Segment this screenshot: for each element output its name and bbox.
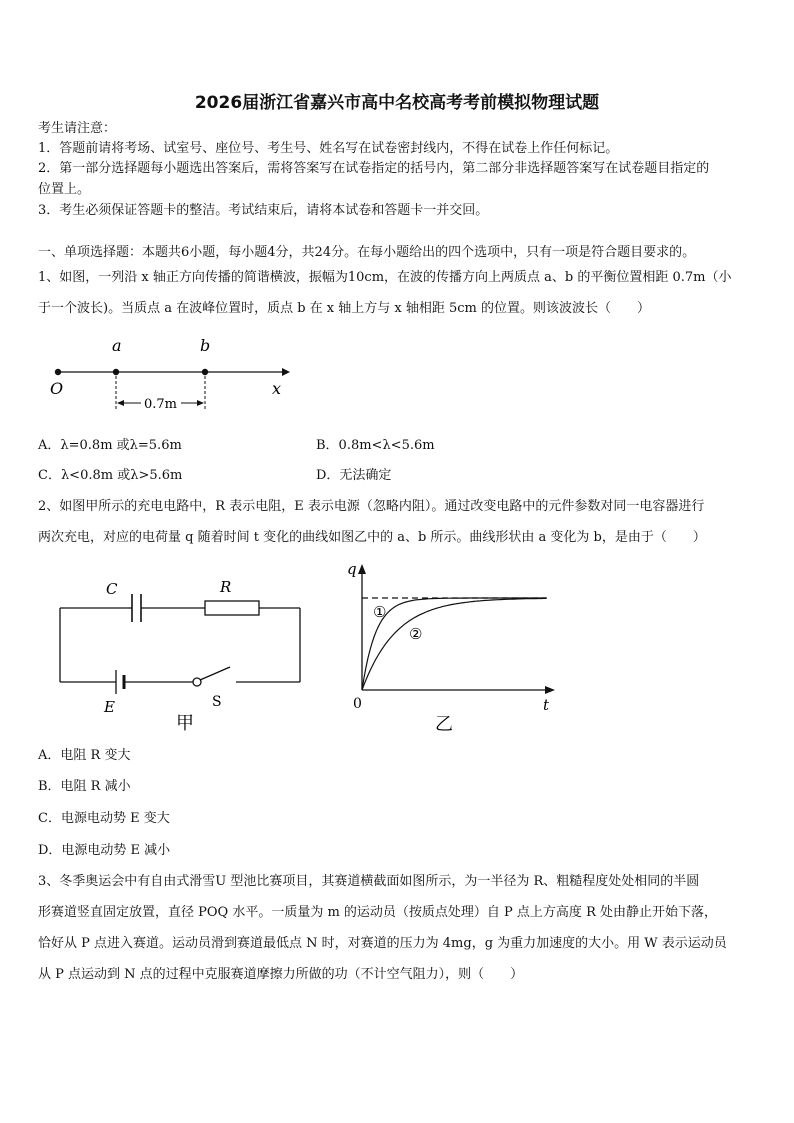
q1-option-b: B．0.8m<λ<5.6m: [316, 438, 435, 453]
t-axis-arrow: [545, 686, 555, 694]
switch-pivot: [193, 678, 201, 686]
t-axis-label: t: [543, 696, 550, 714]
q2-option-c: C．电源电动势 E 变大: [38, 811, 170, 826]
section-heading: 一、单项选择题：本题共6小题，每小题4分，共24分。在每小题给出的四个选项中，只有一项是符合题目要求的。: [38, 245, 696, 260]
origin-zero-label: 0: [353, 696, 362, 712]
q-axis-arrow: [358, 564, 366, 574]
point-a-label: a: [112, 336, 122, 355]
q1-option-a: A．λ=0.8m 或λ=5.6m: [38, 438, 182, 453]
notice-item-1: 1．答题前请将考场、试室号、座位号、考生号、姓名写在试卷密封线内，不得在试卷上作任何标记。: [38, 141, 619, 156]
point-b: [202, 369, 208, 375]
figure-caption-yi: 乙: [435, 714, 453, 735]
q-axis-label: q: [347, 560, 357, 578]
q1-stem-line2: 于一个波长)。当质点 a 在波峰位置时，质点 b 在 x 轴上方与 x 轴相距 5cm 的位置。则该波波长（ ）: [38, 301, 651, 316]
capacitor-label: C: [106, 580, 118, 598]
q3-stem-line1: 3、冬季奥运会中有自由式滑雪U 型池比赛项目，其赛道横截面如图所示，为一半径为 R、粗糙程度处处相同的半圆: [38, 874, 700, 889]
x-axis-arrow: [282, 368, 290, 376]
dimension-arrow-right: [197, 400, 204, 406]
q1-option-c: C．λ<0.8m 或λ>5.6m: [38, 468, 183, 483]
curve-2-label: ②: [409, 625, 423, 643]
notice-item-2-cont: 位置上。: [38, 182, 91, 197]
dimension-arrow-left: [117, 400, 124, 406]
notice-item-2: 2．第一部分选择题每小题选出答案后，需将答案写在试卷指定的括号内，第二部分非选择题答案写在试卷题目指定的: [38, 161, 710, 176]
q1-option-d: D．无法确定: [316, 468, 392, 483]
curve-2: [362, 598, 546, 690]
q1-wave-axis-figure: [38, 332, 298, 422]
switch-blade: [200, 667, 230, 680]
figure-caption-jia: 甲: [176, 713, 194, 732]
origin-point: [55, 369, 61, 375]
q3-stem-line2: 形赛道竖直固定放置，直径 POQ 水平。一质量为 m 的运动员（按质点处理）自 P 点上方高度 R 处由静止开始下落，: [38, 905, 717, 920]
q2-stem-line2: 两次充电，对应的电荷量 q 随着时间 t 变化的曲线如图乙中的 a、b 所示。曲线形状由 a 变化为 b，是由于（ ）: [38, 530, 706, 545]
point-a: [113, 369, 119, 375]
resistor-label: R: [220, 578, 232, 596]
curve-1: [362, 598, 546, 690]
x-axis-label: x: [272, 379, 282, 398]
page-title: 2026届浙江省嘉兴市高中名校高考考前模拟物理试题: [194, 93, 600, 113]
q3-stem-line3: 恰好从 P 点进入赛道。运动员滑到赛道最低点 N 时，对赛道的压力为 4mg，g 为重力加速度的大小。用 W 表示运动员: [38, 936, 727, 951]
distance-label: 0.7m: [144, 397, 178, 412]
q3-stem-line4: 从 P 点运动到 N 点的过程中克服赛道摩擦力所做的功（不计空气阻力），则（ ）: [38, 967, 524, 982]
notice-heading: 考生请注意：: [38, 121, 117, 136]
switch-label: S: [212, 694, 222, 710]
notice-item-3: 3．考生必须保证答题卡的整洁。考试结束后，请将本试卷和答题卡一并交回。: [38, 203, 489, 218]
q2-option-a: A．电阻 R 变大: [38, 748, 131, 763]
q2-circuit-diagram: [50, 572, 312, 732]
q2-option-b: B．电阻 R 减小: [38, 779, 131, 794]
q2-option-d: D．电源电动势 E 减小: [38, 843, 171, 858]
curve-1-label: ①: [373, 603, 387, 621]
q2-stem-line1: 2、如图甲所示的充电电路中，R 表示电阻，E 表示电源（忽略内阻）。通过改变电路中的元件参数对同一电容器进行: [38, 499, 705, 514]
origin-label: O: [50, 379, 64, 398]
q1-stem-line1: 1、如图，一列沿 x 轴正方向传播的简谐横波，振幅为10cm，在波的传播方向上两质点 a、b 的平衡位置相距 0.7m（小: [38, 270, 732, 285]
q2-charge-time-graph: [335, 558, 565, 738]
battery-label: E: [104, 698, 115, 716]
resistor: [205, 601, 259, 615]
point-b-label: b: [200, 336, 211, 355]
